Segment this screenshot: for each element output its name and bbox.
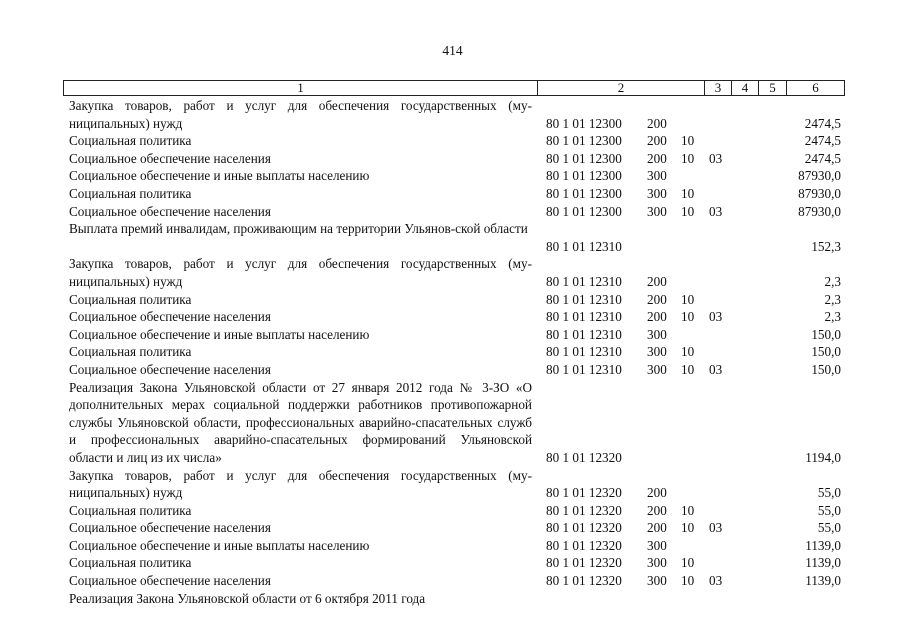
row-budget-code: 80 1 01 12310: [546, 361, 622, 377]
row-subsection-code: 03: [709, 573, 723, 589]
table-row: [0, 467, 905, 502]
table-row: [0, 502, 905, 520]
row-budget-code: 80 1 01 12320: [546, 502, 622, 518]
row-expense-type-code: 200: [647, 291, 667, 307]
column-header-3: 3: [705, 81, 732, 95]
row-budget-code: 80 1 01 12320: [546, 520, 622, 536]
table-row: [0, 343, 905, 361]
table-row: [0, 97, 905, 132]
row-expense-type-code: 300: [647, 344, 667, 360]
row-expense-type-code: 200: [647, 485, 667, 501]
row-name: Социальная политика: [69, 133, 192, 149]
row-budget-code: 80 1 01 12310: [546, 291, 622, 307]
table-row: [0, 572, 905, 590]
row-name: Закупка товаров, работ и услуг для обеспечения государственных (му-ниципальных) нужд: [69, 467, 532, 501]
row-section-code: 10: [681, 309, 695, 325]
column-header-6: 6: [812, 80, 819, 95]
row-budget-code: 80 1 01 12310: [546, 238, 622, 254]
column-header-2: 2: [538, 81, 705, 95]
row-budget-code: 80 1 01 12310: [546, 326, 622, 342]
row-name: Социальное обеспечение населения: [69, 203, 271, 219]
column-header-4: 4: [732, 81, 759, 95]
row-amount: 150,0: [811, 361, 841, 377]
row-expense-type-code: 200: [647, 115, 667, 131]
table-row: [0, 255, 905, 290]
row-budget-code: 80 1 01 12300: [546, 133, 622, 149]
row-budget-code: 80 1 01 12320: [546, 573, 622, 589]
row-name: Реализация Закона Ульяновской области от 27 января 2012 года № 3-ЗО «О дополнительных мерах социальной поддержки работников противопожарной службы Ульяновской области, профессиональных аварийно-спасательных служб и профессиональных аварийно-спасательных формирований Ульяновской области и лиц из их числа»: [69, 379, 532, 465]
row-amount: 2474,5: [804, 133, 841, 149]
row-budget-code: 80 1 01 12300: [546, 185, 622, 201]
table-row: [0, 220, 905, 255]
row-budget-code: 80 1 01 12310: [546, 344, 622, 360]
table-row: [0, 326, 905, 344]
row-section-code: 10: [681, 520, 695, 536]
row-section-code: 10: [681, 185, 695, 201]
row-section-code: 10: [681, 150, 695, 166]
row-name: Социальное обеспечение населения: [69, 361, 271, 377]
row-amount: 2474,5: [804, 115, 841, 131]
table-row: [0, 361, 905, 379]
row-expense-type-code: 300: [647, 555, 667, 571]
table-body: [0, 97, 905, 607]
row-subsection-code: 03: [709, 309, 723, 325]
table-header-row: [63, 80, 845, 96]
row-budget-code: 80 1 01 12320: [546, 485, 622, 501]
row-expense-type-code: 300: [647, 185, 667, 201]
row-expense-type-code: 300: [647, 326, 667, 342]
row-budget-code: 80 1 01 12310: [546, 309, 622, 325]
row-name: Закупка товаров, работ и услуг для обеспечения государственных (му-ниципальных) нужд: [69, 256, 532, 289]
row-expense-type-code: 200: [647, 273, 667, 289]
row-budget-code: 80 1 01 12320: [546, 449, 622, 465]
row-amount: 1139,0: [805, 555, 841, 571]
row-section-code: 10: [681, 555, 695, 571]
row-amount: 55,0: [817, 502, 841, 518]
row-amount: 55,0: [817, 520, 841, 536]
row-section-code: 10: [681, 291, 695, 307]
row-section-code: 10: [681, 203, 695, 219]
row-name: Реализация Закона Ульяновской области от 6 октября 2011 года: [69, 590, 426, 606]
row-amount: 55,0: [817, 485, 841, 501]
row-name: Социальная политика: [69, 344, 192, 360]
row-section-code: 10: [681, 573, 695, 589]
table-row: [0, 150, 905, 168]
row-section-code: 10: [681, 133, 695, 149]
row-name: Социальное обеспечение населения: [69, 309, 271, 325]
row-amount: 87930,0: [798, 203, 841, 219]
row-subsection-code: 03: [709, 150, 723, 166]
row-amount: 2,3: [824, 291, 841, 307]
row-name: Социальное обеспечение населения: [69, 150, 271, 166]
row-name: Социальное обеспечение населения: [69, 573, 271, 589]
table-row: [0, 132, 905, 150]
row-amount: 1139,0: [805, 537, 841, 553]
row-name: Выплата премий инвалидам, проживающим на территории Ульянов-ской области: [69, 221, 528, 237]
row-name: Социальное обеспечение населения: [69, 520, 271, 536]
row-name: Социальная политика: [69, 185, 192, 201]
row-section-code: 10: [681, 344, 695, 360]
column-header-5: 5: [759, 81, 787, 95]
row-subsection-code: 03: [709, 203, 723, 219]
row-amount: 150,0: [811, 326, 841, 342]
row-expense-type-code: 200: [647, 133, 667, 149]
row-budget-code: 80 1 01 12300: [546, 203, 622, 219]
row-budget-code: 80 1 01 12310: [546, 273, 622, 289]
row-expense-type-code: 300: [647, 537, 667, 553]
table-row: [0, 203, 905, 221]
row-amount: 87930,0: [798, 185, 841, 201]
row-expense-type-code: 300: [647, 573, 667, 589]
row-name: Социальное обеспечение и иные выплаты населению: [69, 168, 370, 184]
row-expense-type-code: 200: [647, 150, 667, 166]
row-expense-type-code: 200: [647, 520, 667, 536]
row-budget-code: 80 1 01 12300: [546, 168, 622, 184]
row-name: Социальное обеспечение и иные выплаты населению: [69, 537, 370, 553]
row-amount: 152,3: [811, 238, 841, 254]
row-name: Социальная политика: [69, 502, 192, 518]
row-subsection-code: 03: [709, 361, 723, 377]
row-section-code: 10: [681, 361, 695, 377]
row-amount: 1194,0: [805, 449, 841, 465]
table-row: [0, 537, 905, 555]
row-amount: 2,3: [824, 273, 841, 289]
row-budget-code: 80 1 01 12300: [546, 150, 622, 166]
row-expense-type-code: 200: [647, 309, 667, 325]
row-name: Социальная политика: [69, 291, 192, 307]
row-expense-type-code: 300: [647, 361, 667, 377]
row-expense-type-code: 300: [647, 203, 667, 219]
table-row: [0, 291, 905, 309]
table-row: [0, 167, 905, 185]
row-amount: 2474,5: [804, 150, 841, 166]
row-budget-code: 80 1 01 12320: [546, 555, 622, 571]
table-row: [0, 519, 905, 537]
column-header-1: 1: [64, 81, 538, 95]
page-number: 414: [442, 43, 463, 58]
table-row: [0, 554, 905, 572]
row-expense-type-code: 300: [647, 168, 667, 184]
table-row: [0, 590, 905, 608]
row-name: Социальная политика: [69, 555, 192, 571]
row-section-code: 10: [681, 502, 695, 518]
row-budget-code: 80 1 01 12320: [546, 537, 622, 553]
row-name: Закупка товаров, работ и услуг для обеспечения государственных (му-ниципальных) нужд: [69, 98, 532, 131]
row-amount: 87930,0: [798, 168, 841, 184]
table-row: [0, 185, 905, 203]
table-row: [0, 379, 905, 467]
row-expense-type-code: 200: [647, 502, 667, 518]
row-amount: 1139,0: [805, 573, 841, 589]
row-name: Социальное обеспечение и иные выплаты населению: [69, 326, 370, 342]
row-subsection-code: 03: [709, 520, 723, 536]
row-amount: 2,3: [824, 309, 841, 325]
row-budget-code: 80 1 01 12300: [546, 115, 622, 131]
table-row: [0, 308, 905, 326]
row-amount: 150,0: [811, 344, 841, 360]
